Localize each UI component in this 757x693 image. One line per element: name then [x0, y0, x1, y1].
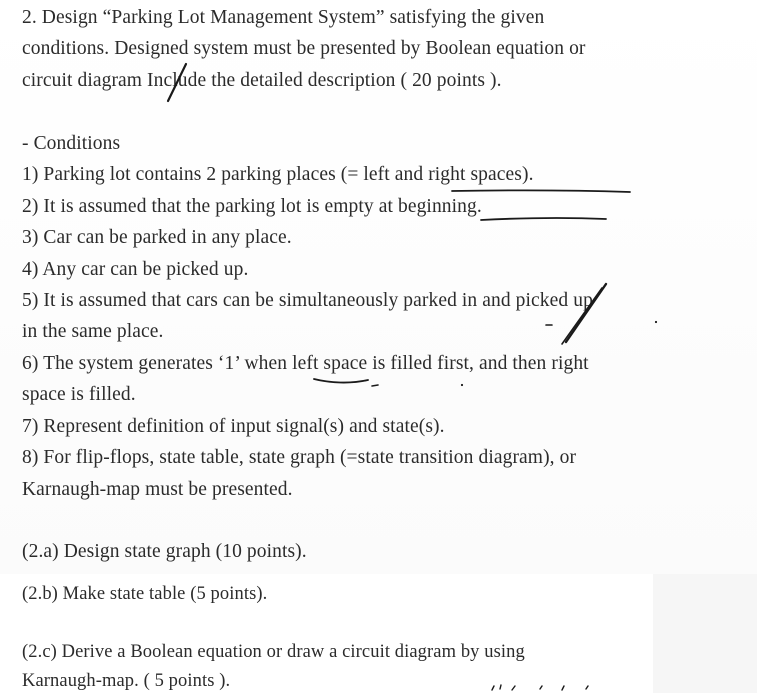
lower-panel-shade: [653, 574, 757, 693]
condition-8: 8) For flip-flops, state table, state graph (=state transition diagram), or: [22, 447, 577, 468]
condition-8-cont: Karnaugh-map must be presented.: [22, 479, 293, 500]
condition-3: 3) Car can be parked in any place.: [22, 227, 292, 248]
part-a: (2.a) Design state graph (10 points).: [22, 541, 307, 562]
intro-line-2: conditions. Designed system must be presented by Boolean equation or: [22, 38, 586, 59]
condition-5: 5) It is assumed that cars can be simultaneously parked in and picked up: [22, 290, 593, 311]
condition-5-cont: in the same place.: [22, 321, 164, 342]
condition-7: 7) Represent definition of input signal(s) and state(s).: [22, 416, 445, 437]
condition-2: 2) It is assumed that the parking lot is empty at beginning.: [22, 196, 482, 217]
part-c: (2.c) Derive a Boolean equation or draw a circuit diagram by using: [22, 642, 525, 662]
condition-6-cont: space is filled.: [22, 384, 136, 405]
intro-line-1: 2. Design “Parking Lot Management System” satisfying the given: [22, 7, 545, 28]
intro-line-3: circuit diagram Include the detailed description ( 20 points ).: [22, 70, 502, 91]
conditions-header: - Conditions: [22, 133, 121, 154]
condition-6: 6) The system generates ‘1’ when left space is filled first, and then right: [22, 353, 589, 374]
condition-4: 4) Any car can be picked up.: [22, 259, 249, 280]
condition-1: 1) Parking lot contains 2 parking places (= left and right spaces).: [22, 164, 534, 185]
part-b: (2.b) Make state table (5 points).: [22, 584, 268, 604]
part-c-cont: Karnaugh-map. ( 5 points ).: [22, 671, 231, 691]
